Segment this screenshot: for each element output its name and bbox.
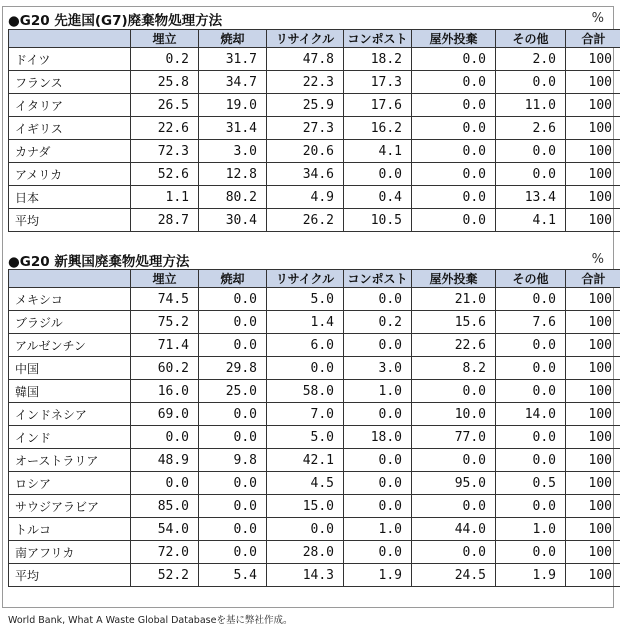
value-cell: 2.6	[496, 117, 566, 140]
value-cell: 1.4	[267, 311, 344, 334]
table-row	[9, 380, 620, 403]
value-cell: 0.5	[496, 472, 566, 495]
value-cell: 0.2	[344, 311, 412, 334]
value-cell: 0.0	[199, 288, 267, 311]
value-cell: 100	[566, 71, 620, 94]
value-cell: 0.0	[344, 541, 412, 564]
emerging-section-title: ●G20 新興国廃棄物処理方法	[8, 254, 190, 270]
value-cell: 74.5	[131, 288, 199, 311]
value-cell: 8.2	[412, 357, 496, 380]
value-cell: 19.0	[199, 94, 267, 117]
table-row	[9, 518, 620, 541]
value-cell: 14.3	[267, 564, 344, 587]
value-cell: 80.2	[199, 186, 267, 209]
column-header: コンポスト	[344, 30, 412, 48]
value-cell: 0.0	[199, 311, 267, 334]
value-cell: 0.0	[496, 71, 566, 94]
value-cell: 31.4	[199, 117, 267, 140]
column-header: その他	[496, 30, 566, 48]
table-row	[9, 334, 620, 357]
value-cell: 25.0	[199, 380, 267, 403]
column-header: 屋外投棄	[412, 270, 496, 288]
value-cell: 17.3	[344, 71, 412, 94]
table-row	[9, 311, 620, 334]
table-row	[9, 71, 620, 94]
value-cell: 0.0	[412, 140, 496, 163]
value-cell: 15.6	[412, 311, 496, 334]
g7-header-row	[9, 30, 620, 48]
value-cell: 100	[566, 94, 620, 117]
value-cell: 85.0	[131, 495, 199, 518]
value-cell: 25.8	[131, 71, 199, 94]
value-cell: 1.0	[344, 518, 412, 541]
value-cell: 95.0	[412, 472, 496, 495]
table-row	[9, 186, 620, 209]
value-cell: 1.9	[496, 564, 566, 587]
column-header: 合計	[566, 270, 620, 288]
value-cell: 0.0	[412, 48, 496, 71]
value-cell: 0.0	[344, 288, 412, 311]
value-cell: 100	[566, 357, 620, 380]
value-cell: 75.2	[131, 311, 199, 334]
value-cell: 4.9	[267, 186, 344, 209]
value-cell: 0.0	[496, 334, 566, 357]
value-cell: 100	[566, 564, 620, 587]
value-cell: 100	[566, 209, 620, 232]
table-row	[9, 48, 620, 71]
country-cell: オーストラリア	[9, 449, 131, 472]
country-cell: ブラジル	[9, 311, 131, 334]
value-cell: 100	[566, 403, 620, 426]
value-cell: 22.3	[267, 71, 344, 94]
value-cell: 100	[566, 449, 620, 472]
value-cell: 100	[566, 48, 620, 71]
value-cell: 0.0	[412, 380, 496, 403]
table-row	[9, 472, 620, 495]
g7-section-title: ●G20 先進国(G7)廃棄物処理方法	[8, 13, 223, 29]
value-cell: 0.0	[412, 541, 496, 564]
value-cell: 30.4	[199, 209, 267, 232]
value-cell: 27.3	[267, 117, 344, 140]
country-cell: トルコ	[9, 518, 131, 541]
value-cell: 0.0	[496, 541, 566, 564]
country-cell: インドネシア	[9, 403, 131, 426]
value-cell: 100	[566, 518, 620, 541]
country-cell: フランス	[9, 71, 131, 94]
value-cell: 5.4	[199, 564, 267, 587]
value-cell: 14.0	[496, 403, 566, 426]
value-cell: 21.0	[412, 288, 496, 311]
country-cell: 平均	[9, 209, 131, 232]
value-cell: 0.0	[412, 186, 496, 209]
value-cell: 0.2	[131, 48, 199, 71]
country-cell: 南アフリカ	[9, 541, 131, 564]
value-cell: 0.0	[199, 495, 267, 518]
value-cell: 34.6	[267, 163, 344, 186]
emerging-table	[8, 269, 620, 587]
value-cell: 100	[566, 472, 620, 495]
value-cell: 24.5	[412, 564, 496, 587]
value-cell: 13.4	[496, 186, 566, 209]
value-cell: 100	[566, 288, 620, 311]
value-cell: 10.0	[412, 403, 496, 426]
value-cell: 52.2	[131, 564, 199, 587]
country-cell: メキシコ	[9, 288, 131, 311]
value-cell: 0.0	[344, 163, 412, 186]
value-cell: 31.7	[199, 48, 267, 71]
value-cell: 6.0	[267, 334, 344, 357]
value-cell: 0.0	[496, 163, 566, 186]
country-cell: アルゼンチン	[9, 334, 131, 357]
value-cell: 100	[566, 380, 620, 403]
value-cell: 60.2	[131, 357, 199, 380]
column-header: 埋立	[131, 30, 199, 48]
value-cell: 3.0	[344, 357, 412, 380]
value-cell: 5.0	[267, 288, 344, 311]
country-cell: 中国	[9, 357, 131, 380]
value-cell: 4.5	[267, 472, 344, 495]
value-cell: 0.0	[496, 426, 566, 449]
value-cell: 11.0	[496, 94, 566, 117]
value-cell: 15.0	[267, 495, 344, 518]
value-cell: 0.0	[496, 357, 566, 380]
country-cell: カナダ	[9, 140, 131, 163]
value-cell: 29.8	[199, 357, 267, 380]
value-cell: 0.0	[267, 518, 344, 541]
value-cell: 5.0	[267, 426, 344, 449]
value-cell: 0.0	[412, 209, 496, 232]
value-cell: 28.7	[131, 209, 199, 232]
value-cell: 18.2	[344, 48, 412, 71]
value-cell: 10.5	[344, 209, 412, 232]
value-cell: 100	[566, 117, 620, 140]
value-cell: 0.0	[199, 334, 267, 357]
value-cell: 1.1	[131, 186, 199, 209]
country-cell: イギリス	[9, 117, 131, 140]
value-cell: 42.1	[267, 449, 344, 472]
country-cell: アメリカ	[9, 163, 131, 186]
column-header: コンポスト	[344, 270, 412, 288]
value-cell: 0.0	[344, 334, 412, 357]
value-cell: 0.0	[412, 94, 496, 117]
value-cell: 0.0	[412, 117, 496, 140]
value-cell: 22.6	[131, 117, 199, 140]
value-cell: 0.0	[496, 495, 566, 518]
g7-unit-label: %	[591, 11, 604, 26]
value-cell: 100	[566, 495, 620, 518]
column-header	[9, 30, 131, 48]
table-row	[9, 564, 620, 587]
value-cell: 16.2	[344, 117, 412, 140]
column-header	[9, 270, 131, 288]
value-cell: 69.0	[131, 403, 199, 426]
country-cell: ロシア	[9, 472, 131, 495]
value-cell: 18.0	[344, 426, 412, 449]
country-cell: 日本	[9, 186, 131, 209]
value-cell: 7.0	[267, 403, 344, 426]
value-cell: 47.8	[267, 48, 344, 71]
value-cell: 28.0	[267, 541, 344, 564]
value-cell: 0.0	[496, 380, 566, 403]
value-cell: 71.4	[131, 334, 199, 357]
value-cell: 100	[566, 311, 620, 334]
value-cell: 72.3	[131, 140, 199, 163]
value-cell: 26.5	[131, 94, 199, 117]
value-cell: 100	[566, 334, 620, 357]
value-cell: 34.7	[199, 71, 267, 94]
value-cell: 9.8	[199, 449, 267, 472]
value-cell: 72.0	[131, 541, 199, 564]
value-cell: 0.0	[412, 495, 496, 518]
value-cell: 100	[566, 140, 620, 163]
column-header: 屋外投棄	[412, 30, 496, 48]
table-row	[9, 117, 620, 140]
table-row	[9, 288, 620, 311]
value-cell: 17.6	[344, 94, 412, 117]
country-cell: インド	[9, 426, 131, 449]
value-cell: 0.0	[496, 449, 566, 472]
value-cell: 16.0	[131, 380, 199, 403]
value-cell: 25.9	[267, 94, 344, 117]
value-cell: 0.0	[267, 357, 344, 380]
table-row	[9, 426, 620, 449]
table-row	[9, 357, 620, 380]
value-cell: 0.0	[344, 495, 412, 518]
value-cell: 44.0	[412, 518, 496, 541]
value-cell: 0.0	[199, 518, 267, 541]
value-cell: 4.1	[496, 209, 566, 232]
value-cell: 100	[566, 426, 620, 449]
value-cell: 1.0	[496, 518, 566, 541]
value-cell: 4.1	[344, 140, 412, 163]
value-cell: 7.6	[496, 311, 566, 334]
value-cell: 0.0	[496, 288, 566, 311]
value-cell: 0.0	[199, 541, 267, 564]
table-row	[9, 209, 620, 232]
g7-table	[8, 29, 620, 232]
value-cell: 100	[566, 186, 620, 209]
column-header: 埋立	[131, 270, 199, 288]
value-cell: 52.6	[131, 163, 199, 186]
value-cell: 0.4	[344, 186, 412, 209]
value-cell: 58.0	[267, 380, 344, 403]
value-cell: 2.0	[496, 48, 566, 71]
column-header: 合計	[566, 30, 620, 48]
value-cell: 0.0	[199, 472, 267, 495]
table-row	[9, 449, 620, 472]
emerging-header-row	[9, 270, 620, 288]
value-cell: 3.0	[199, 140, 267, 163]
column-header: 焼却	[199, 30, 267, 48]
value-cell: 1.0	[344, 380, 412, 403]
value-cell: 0.0	[412, 163, 496, 186]
country-cell: サウジアラビア	[9, 495, 131, 518]
column-header: その他	[496, 270, 566, 288]
column-header: リサイクル	[267, 30, 344, 48]
country-cell: 平均	[9, 564, 131, 587]
table-row	[9, 403, 620, 426]
value-cell: 100	[566, 541, 620, 564]
value-cell: 0.0	[344, 449, 412, 472]
table-row	[9, 495, 620, 518]
value-cell: 26.2	[267, 209, 344, 232]
table-row	[9, 163, 620, 186]
value-cell: 0.0	[199, 403, 267, 426]
country-cell: ドイツ	[9, 48, 131, 71]
value-cell: 0.0	[199, 426, 267, 449]
country-cell: イタリア	[9, 94, 131, 117]
value-cell: 48.9	[131, 449, 199, 472]
value-cell: 12.8	[199, 163, 267, 186]
value-cell: 0.0	[496, 140, 566, 163]
value-cell: 0.0	[131, 472, 199, 495]
value-cell: 0.0	[344, 472, 412, 495]
value-cell: 54.0	[131, 518, 199, 541]
country-cell: 韓国	[9, 380, 131, 403]
column-header: 焼却	[199, 270, 267, 288]
value-cell: 22.6	[412, 334, 496, 357]
value-cell: 100	[566, 163, 620, 186]
value-cell: 77.0	[412, 426, 496, 449]
value-cell: 0.0	[344, 403, 412, 426]
value-cell: 0.0	[412, 71, 496, 94]
table-row	[9, 541, 620, 564]
value-cell: 20.6	[267, 140, 344, 163]
value-cell: 1.9	[344, 564, 412, 587]
column-header: リサイクル	[267, 270, 344, 288]
value-cell: 0.0	[131, 426, 199, 449]
table-row	[9, 94, 620, 117]
value-cell: 0.0	[412, 449, 496, 472]
emerging-unit-label: %	[591, 252, 604, 267]
table-row	[9, 140, 620, 163]
source-note: World Bank, What A Waste Global Databaseを基に弊社作成。	[8, 615, 293, 626]
